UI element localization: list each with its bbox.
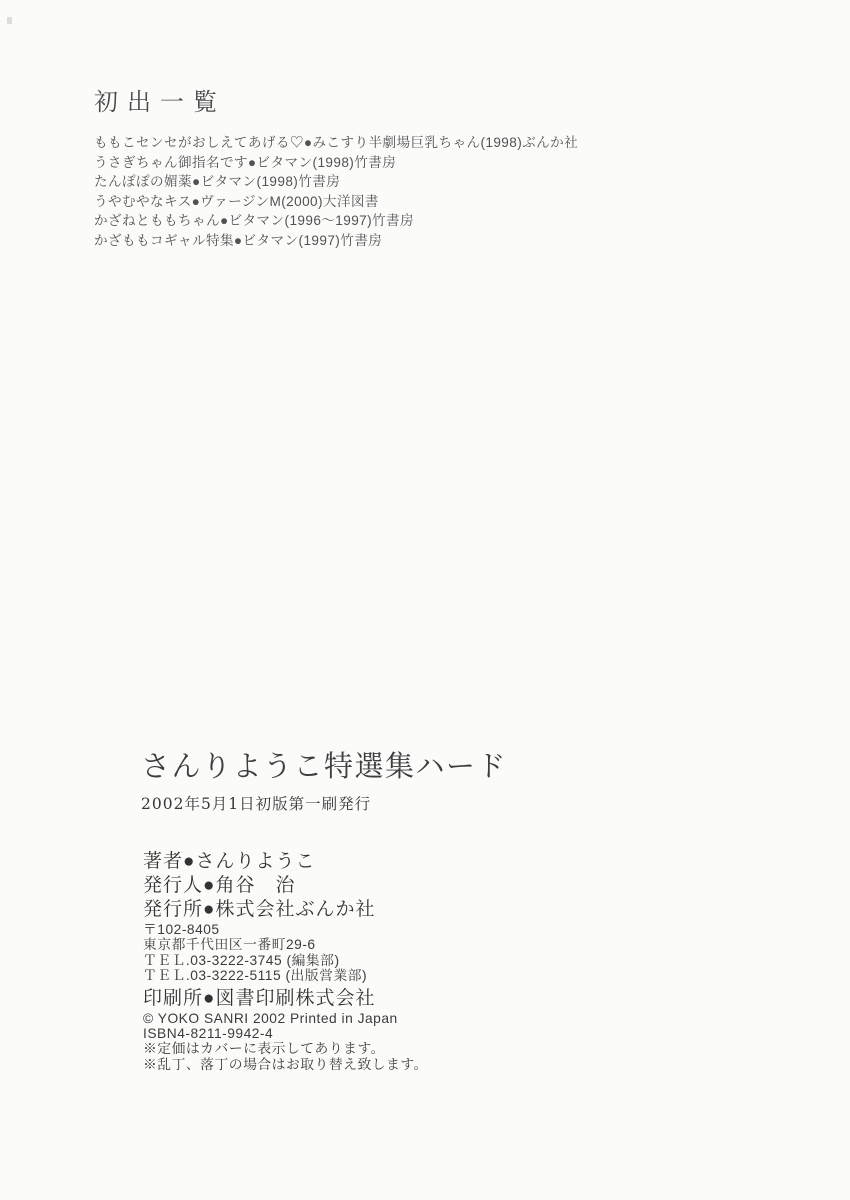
colophon-publisher-company-line: 発行所●株式会社ぶんか社 [143,899,376,920]
book-title: さんりようこ特選集ハード [141,751,508,783]
colophon-author-line: 著者●さんりようこ [143,851,316,872]
list-item: ももこセンセがおしえてあげる♡●みこすり半劇場巨乳ちゃん(1998)ぶんか社 [94,135,579,150]
list-item: うさぎちゃん御指名です●ビタマン(1998)竹書房 [94,154,397,170]
list-item: うやむやなキス●ヴァージンM(2000)大洋図書 [94,193,379,209]
scan-artifact [7,17,12,24]
colophon-tel-sales: ＴＥＬ.03-3222-5115 (出版営業部) [143,968,368,984]
list-item: かざねとももちゃん●ビタマン(1996〜1997)竹書房 [94,213,415,229]
colophon-tel-editorial: ＴＥＬ.03-3222-3745 (編集部) [143,952,340,968]
list-item: たんぽぽの媚薬●ビタマン(1998)竹書房 [94,174,341,190]
first-publication-list [94,133,654,251]
colophon-publisher-person-line: 発行人●角谷 治 [143,875,296,896]
colophon-copyright-line: © YOKO SANRI 2002 Printed in Japan [143,1010,398,1026]
list-item: かざももコギャル特集●ビタマン(1997)竹書房 [94,232,383,248]
colophon-block [143,850,563,1072]
colophon-isbn-line: ISBN4-8211-9942-4 [143,1026,274,1042]
page-title: 初出一覧 [94,89,226,116]
book-title-block [141,744,507,814]
colophon-address: 東京都千代田区一番町29-6 [143,937,316,953]
colophon-price-note: ※定価はカバーに表示してあります。 [143,1041,385,1057]
colophon-postal-code: 〒102-8405 [143,922,220,937]
colophon-defect-note: ※乱丁、落丁の場合はお取り替え致します。 [143,1056,428,1072]
colophon-printer-line: 印刷所●図書印刷株式会社 [143,987,376,1009]
edition-date-line: 2002年5月1日初版第一刷発行 [141,795,372,813]
